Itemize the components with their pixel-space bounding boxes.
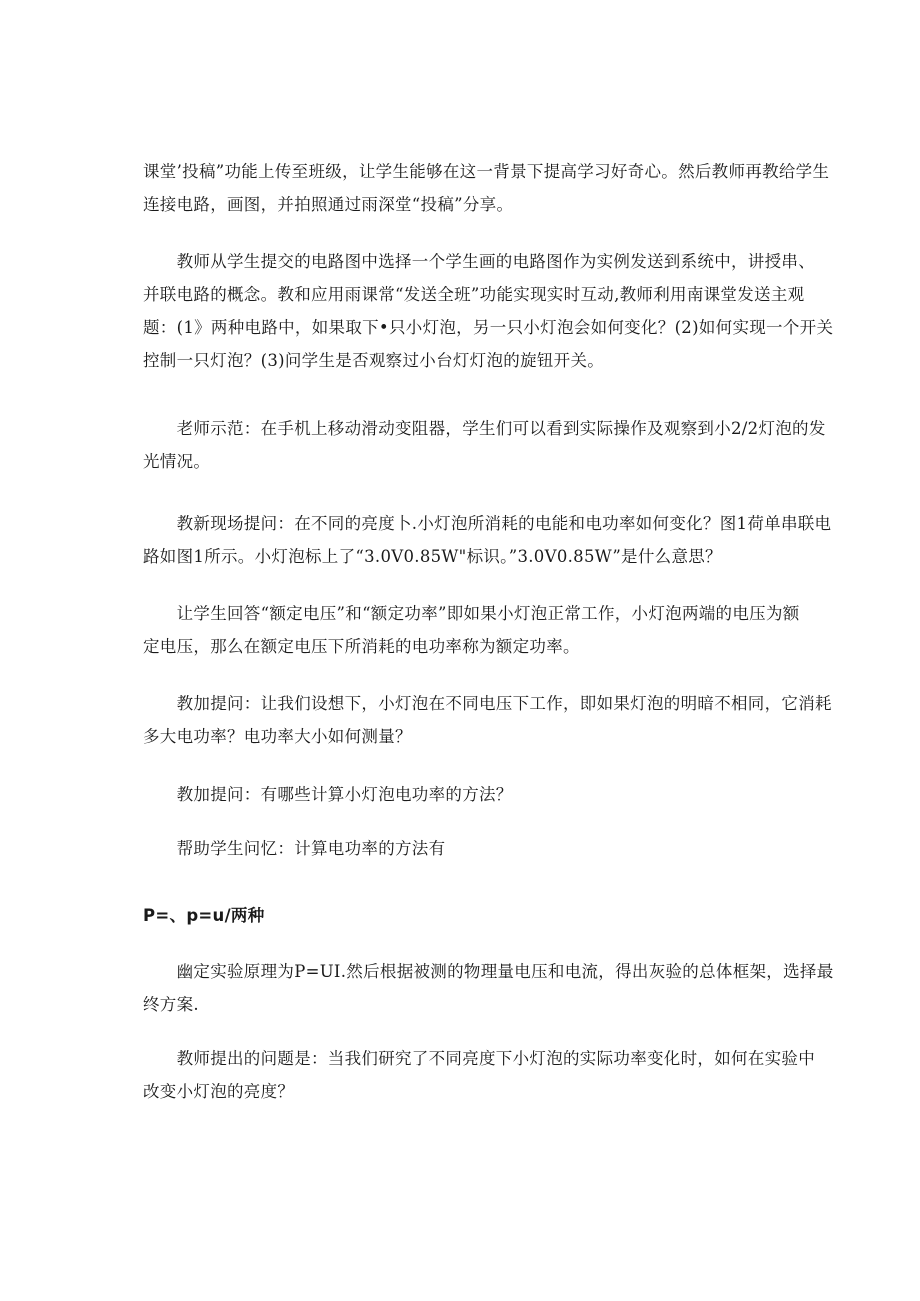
text-line: 帮助学生问忆：计算电功率的方法有 [143, 839, 446, 858]
text-line: 题：(1》两种电路中，如果取下•只小灯泡，另一只小灯泡会如何变化？(2)如何实现一个开关 [143, 318, 834, 337]
text-line: 定电压，那么在额定电压下所消耗的电功率称为额定功率。 [143, 637, 580, 656]
text-line: 老师示范：在手机上移动滑动变阻器，学生们可以看到实际操作及观察到小2/2灯泡的发 [143, 419, 826, 438]
paragraph-11 [143, 1042, 823, 1108]
text-line: 路如图1所示。小灯泡标上了“3.0V0.85W"标识。”3.0V0.85W”是什么意思？ [143, 547, 722, 566]
text-line: 控制一只灯泡？(3)问学生是否观察过小台灯灯泡的旋钮开关。 [143, 351, 605, 370]
text-line: 连接电路，画图，并拍照通过雨深堂“投稿”分享。 [143, 195, 514, 214]
text-line: 终方案. [143, 995, 199, 1014]
text-line: 幽定实验原理为P=UI.然后根据被测的物理量电压和电流，得出灰验的总体框架，选择最 [143, 962, 834, 981]
paragraph-1 [143, 155, 830, 221]
paragraph-4 [143, 507, 832, 573]
text-line: 教师提出的问题是：当我们研究了不同亮度下小灯泡的实际功率变化时，如何在实验中 [143, 1049, 815, 1068]
paragraph-2 [143, 245, 834, 377]
text-line: 教师从学生提交的电路图中选择一个学生画的电路图作为实例发送到系统中，讲授串、 [143, 252, 815, 271]
text-line: 多大电功率？电功率大小如何测量？ [143, 727, 412, 746]
formula-line: P=、p=u/两种 [143, 906, 265, 925]
text-line: 让学生回答“额定电压”和“额定功率”即如果小灯泡正常工作，小灯泡两端的电压为额 [143, 604, 800, 623]
paragraph-10 [143, 955, 834, 1021]
paragraph-7 [143, 778, 823, 811]
paragraph-6 [143, 687, 832, 753]
text-line: 教新现场提问：在不同的亮度卜.小灯泡所消耗的电能和电功率如何变化？图1荷单串联电 [143, 514, 832, 533]
paragraph-8 [143, 832, 823, 865]
text-line: 课堂’投稿”功能上传至班级，让学生能够在这一背景下提高学习好奇心。然后教师再教给学生 [143, 162, 830, 181]
text-line: 光情况。 [143, 452, 211, 471]
text-line: 教加提问：让我们设想下，小灯泡在不同电压下工作，即如果灯泡的明暗不相同，它消耗 [143, 694, 832, 713]
paragraph-5 [143, 597, 823, 663]
text-line: 教加提问：有哪些计算小灯泡电功率的方法？ [143, 785, 513, 804]
text-line: 改变小灯泡的亮度？ [143, 1082, 295, 1101]
text-line: 并联电路的概念。教和应用雨课常“发送全班”功能实现实时互动,教师利用南课堂发送主观 [143, 285, 805, 304]
paragraph-3 [143, 412, 826, 478]
paragraph-9-formula [143, 899, 823, 932]
